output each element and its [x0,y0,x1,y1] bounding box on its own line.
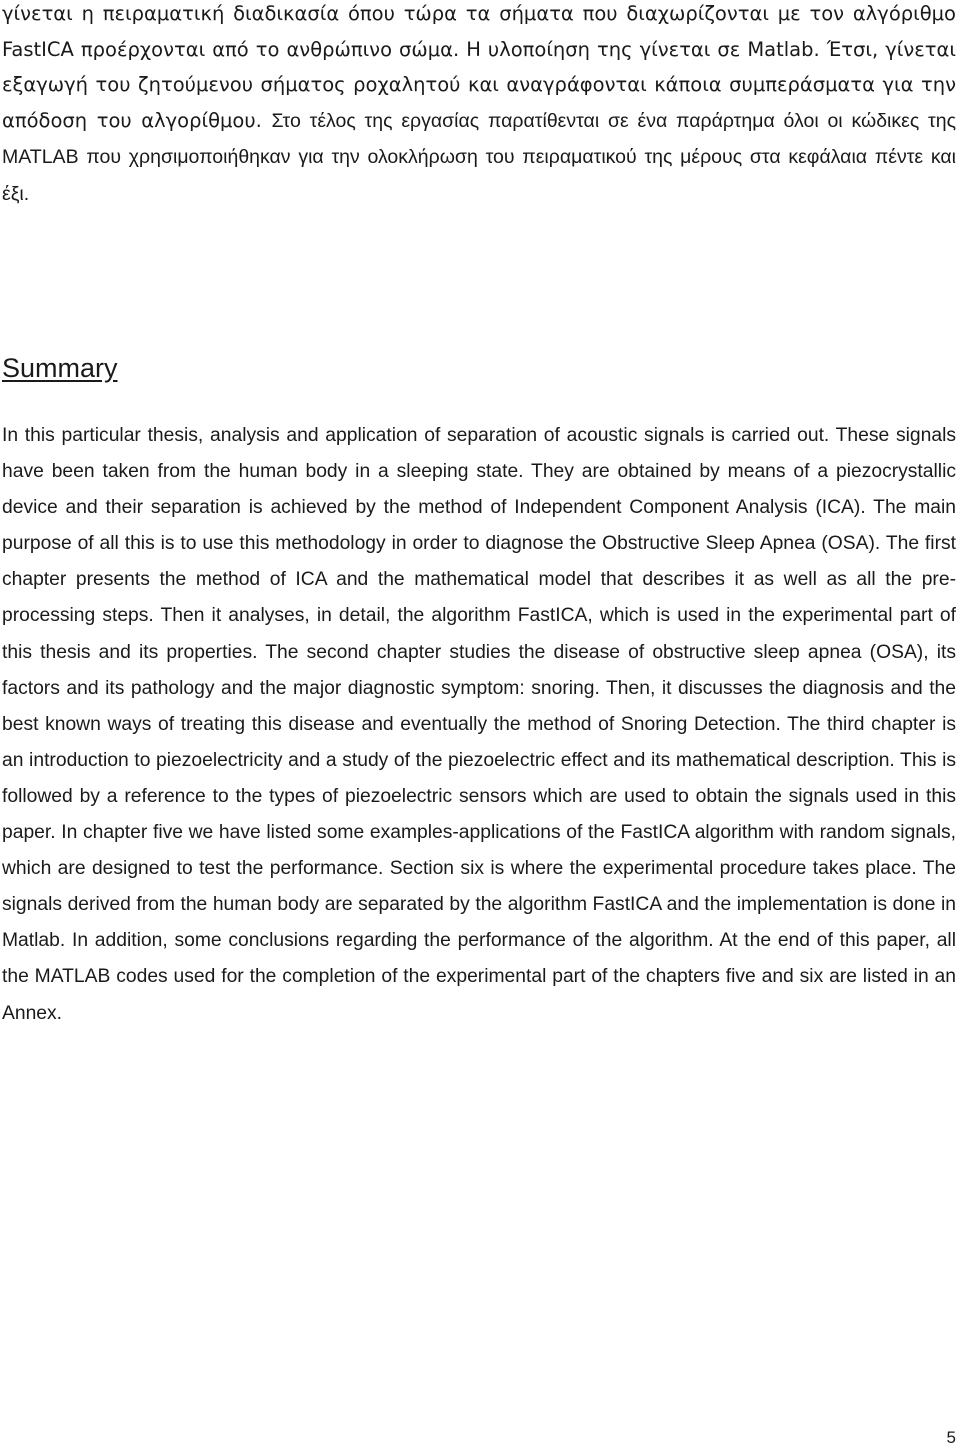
summary-heading: Summary [2,353,118,383]
page-number: 5 [946,1428,956,1447]
greek-paragraph-part1: γίνεται η πειραματική διαδικασία όπου τώρα τα σήματα που διαχωρίζονται με τον αλγόριθμο FastICA προέρχονται από το ανθρώπινο σώμα. Η υλοποίηση της γίνεται σε Matlab. Έτσι, γίνεται εξαγωγή του ζητούμενου σήματος ροχαλητού και αναγράφονται κάποια συμπεράσματα για την απόδοση του αλγορίθμου. [2,2,956,132]
greek-paragraph [2,0,956,212]
summary-paragraph: In this particular thesis, analysis and application of separation of acoustic signals is carried out. These signals have been taken from the human body in a sleeping state. They are obtained by means of a piezocrystallic device and their separation is achieved by the method of Independent Component Analysis (ICA). The main purpose of all this is to use this methodology in order to diagnose the Obstructive Sleep Apnea (OSA). The first chapter presents the method of ICA and the mathematical model that describes it as well as all the pre-processing steps. Then it analyses, in detail, the algorithm FastICA, which is used in the experimental part of this thesis and its properties. The second chapter studies the disease of obstructive sleep apnea (OSA), its factors and its pathology and the major diagnostic symptom: snoring. Then, it discusses the diagnosis and the best known ways of treating this disease and eventually the method of Snoring Detection. The third chapter is an introduction to piezoelectricity and a study of the piezoelectric effect and its mathematical description. This is followed by a reference to the types of piezoelectric sensors which are used to obtain the signals used in this paper. In chapter five we have listed some examples-applications of the FastICA algorithm with random signals, which are designed to test the performance. Section six is where the experimental procedure takes place. The signals derived from the human body are separated by the algorithm FastICA and the implementation is done in Matlab. In addition, some conclusions regarding the performance of the algorithm. At the end of this paper, all the MATLAB codes used for the completion of the experimental part of the chapters five and six are listed in an Annex. [2,425,956,1024]
greek-paragraph-part2: Στο τέλος της εργασίας παρατίθενται σε ένα παράρτημα όλοι οι κώδικες της MATLAB που χρησιμοποιήθηκαν για την ολοκλήρωση του πειραματικού της μέρους στα κεφάλαια πέντε και έξι. [2,109,956,205]
